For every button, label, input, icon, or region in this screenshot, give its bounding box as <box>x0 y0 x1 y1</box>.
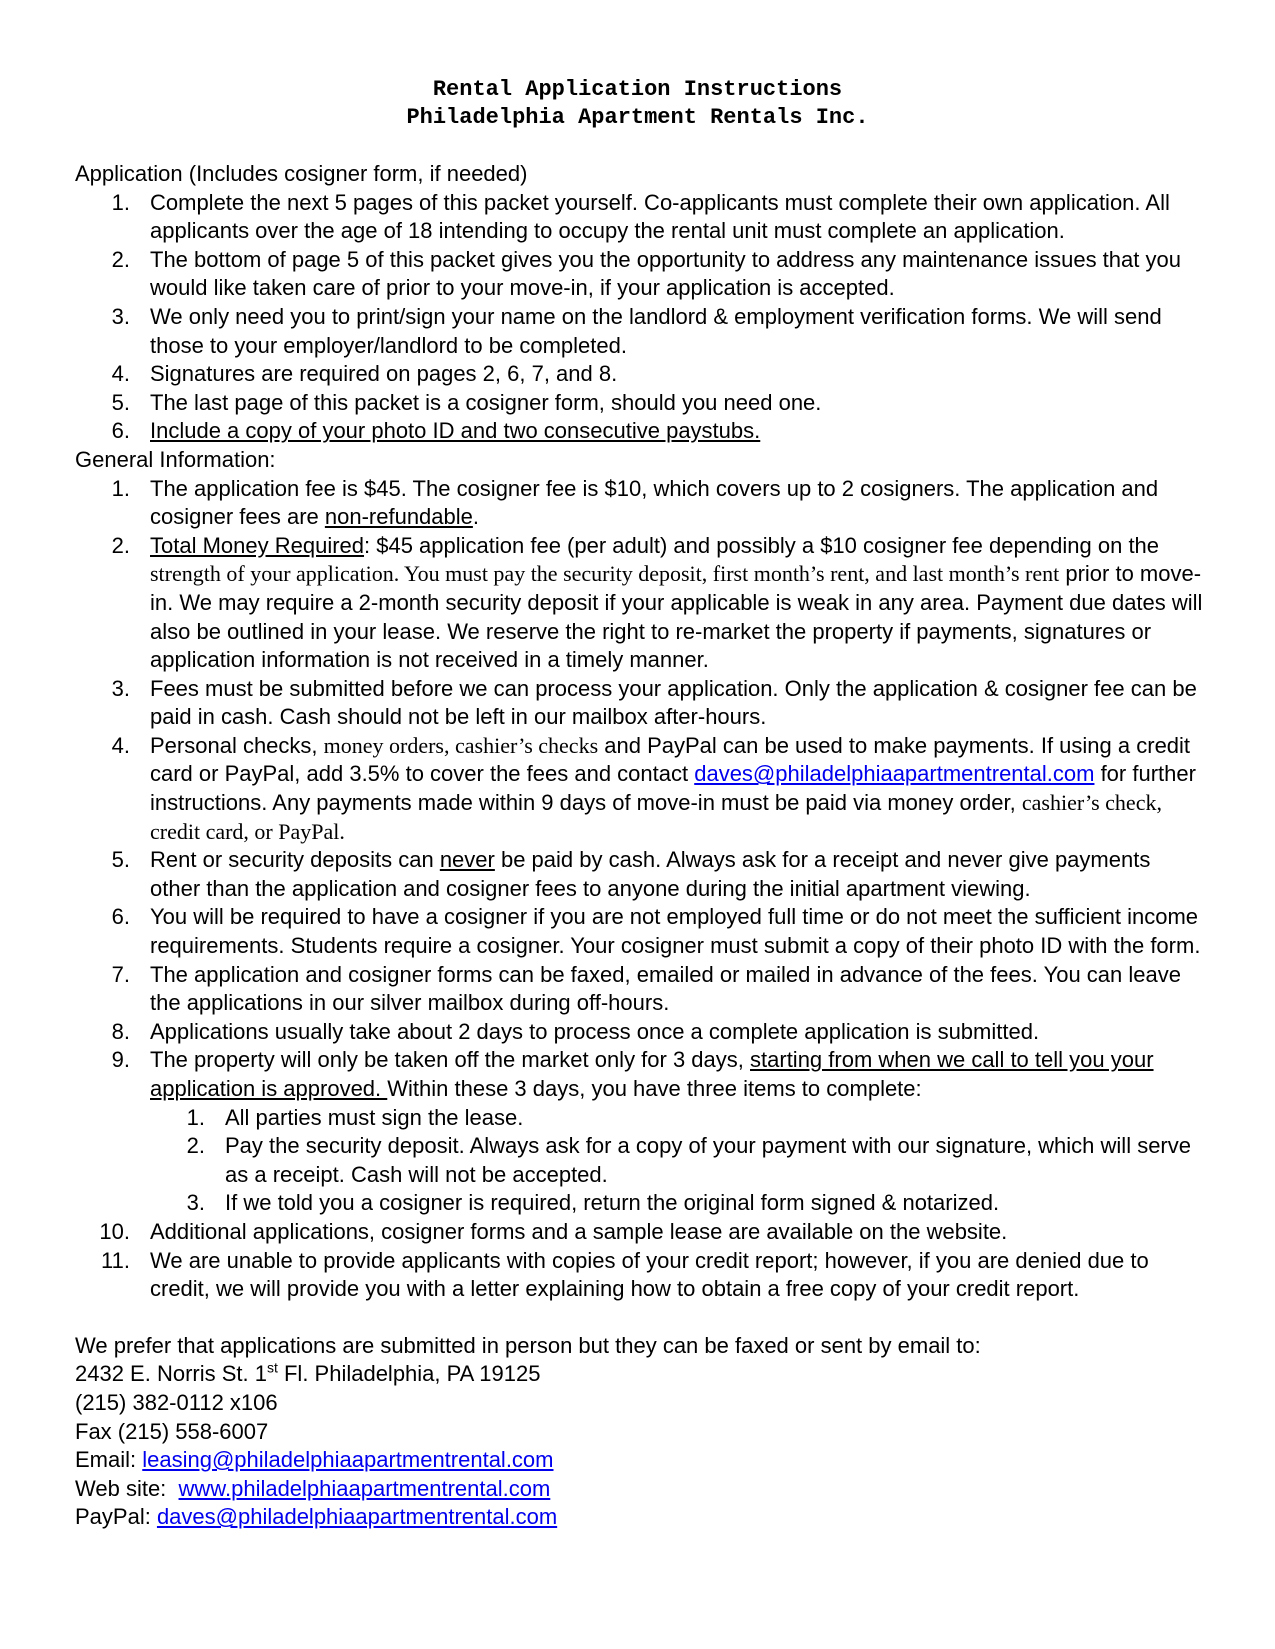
sub-list-item: 1. All parties must sign the lease. <box>186 1104 524 1130</box>
list-item: 6. Include a copy of your photo ID and two consecutive paystubs. <box>111 418 761 444</box>
website-link[interactable]: www.philadelphiaapartmentrental.com <box>178 1475 551 1501</box>
paypal-email-link[interactable]: daves@philadelphiaapartmentrental.com <box>156 1504 558 1530</box>
contact-fax: Fax (215) 558-6007 <box>75 1418 269 1444</box>
contact-email-line: Email: leasing@philadelphiaapartmentrental.com <box>75 1447 554 1473</box>
payments-email-link[interactable]: daves@philadelphiaapartmentrental.com <box>694 761 1095 787</box>
list-item: 2. The bottom of page 5 of this packet gives you the opportunity to address any maintenance issues that you would like taken care of prior to your move-in, if your application is accepted. <box>111 246 1181 301</box>
list-item: 3. We only need you to print/sign your name on the landlord & employment verification forms. We will send those to your employer/landlord to be completed. <box>111 303 1162 358</box>
company-name: Philadelphia Apartment Rentals Inc. <box>406 105 869 130</box>
list-item: 8. Applications usually take about 2 days to process once a complete application is submitted. <box>111 1018 1040 1044</box>
sub-list-item: 2. Pay the security deposit. Always ask for a copy of your payment with our signature, which will serve as a receipt. Cash will not be accepted. <box>186 1133 1191 1187</box>
list-item: 9. The property will only be taken off the market only for 3 days, starting from when we call to tell you your application is approved. Within these 3 days, you have three items to complete: 1. All parties must sign the lease. 2. Pay the security deposit. Always ask for a copy of your payment with our signature, which will serve as a receipt. Cash will not be accepted. 3. If we told you a cosigner is required, return the original form signed & notarized. <box>75 1046 1205 1218</box>
sub-list <box>150 1104 1205 1218</box>
contact-intro: We prefer that applications are submitted in person but they can be faxed or sent by email to: <box>75 1332 981 1358</box>
spacer <box>75 1304 1205 1332</box>
list-item: 4. Personal checks, money orders, cashier’s checks and PayPal can be used to make payments. If using a credit card or PayPal, add 3.5% to cover the fees and contact daves@philadelphiaapartmentrental.com for further instructions. Any payments made within 9 days of move-in must be paid via money order, cashier’s check, credit card, or PayPal. <box>111 732 1196 844</box>
list-item: 1. The application fee is $45. The cosigner fee is $10, which covers up to 2 cosigners. The application and cosigner fees are non-refundable. <box>111 475 1159 530</box>
list-item: 3. Fees must be submitted before we can process your application. Only the application & cosigner fee can be paid in cash. Cash should not be left in our mailbox after-hours. <box>111 675 1197 730</box>
contact-phone: (215) 382-0112 x106 <box>75 1389 278 1415</box>
list-item: 11. We are unable to provide applicants with copies of your credit report; however, if you are denied due to credit, we will provide you with a letter explaining how to obtain a free copy of your credit report. <box>101 1247 1149 1302</box>
general-heading: General Information: <box>75 446 276 472</box>
document-header <box>0 76 1275 132</box>
contact-paypal-line: PayPal: daves@philadelphiaapartmentrental.com <box>75 1504 558 1530</box>
list-item: 6. You will be required to have a cosigner if you are not employed full time or do not meet the sufficient income requirements. Students require a cosigner. Your cosigner must submit a copy of their photo ID with the form. <box>111 904 1201 959</box>
document-title: Rental Application Instructions <box>432 77 843 102</box>
application-heading: Application (Includes cosigner form, if needed) <box>75 161 528 186</box>
list-item: 5. Rent or security deposits can never be paid by cash. Always ask for a receipt and never give payments other than the application and cosigner fees to anyone during the initial apartment viewing. <box>111 847 1151 901</box>
sub-list-item: 3. If we told you a cosigner is required, return the original form signed & notarized. <box>186 1190 1000 1216</box>
list-item: 2. Total Money Required: $45 application fee (per adult) and possibly a $10 cosigner fee depending on the strength of your application. You must pay the security deposit, first month’s rent, and last month’s rent prior to move-in. We may require a 2-month security deposit if your applicable is weak in any area. Payment due dates will also be outlined in your lease. We reserve the right to re-market the property if payments, signatures or application information is not received in a timely manner. <box>111 532 1203 673</box>
list-item: 4. Signatures are required on pages 2, 6, 7, and 8. <box>111 361 618 387</box>
general-list <box>75 475 1205 1304</box>
contact-website-line: Web site: www.philadelphiaapartmentrental.com <box>75 1475 551 1501</box>
list-item: 10. Additional applications, cosigner forms and a sample lease are available on the website. <box>99 1218 1008 1244</box>
list-item: 5. The last page of this packet is a cosigner form, should you need one. <box>111 389 822 415</box>
list-item: 1. Complete the next 5 pages of this packet yourself. Co-applicants must complete their own application. All applicants over the age of 18 intending to occupy the rental unit must complete an application. <box>111 189 1170 244</box>
application-list <box>75 189 1205 446</box>
contact-address: 2432 E. Norris St. 1st Fl. Philadelphia, PA 19125 <box>75 1360 541 1387</box>
leasing-email-link[interactable]: leasing@philadelphiaapartmentrental.com <box>142 1447 554 1473</box>
list-item: 7. The application and cosigner forms can be faxed, emailed or mailed in advance of the fees. You can leave the applications in our silver mailbox during off-hours. <box>111 961 1181 1016</box>
contact-block <box>75 1332 1205 1532</box>
document-body <box>75 160 1205 1532</box>
